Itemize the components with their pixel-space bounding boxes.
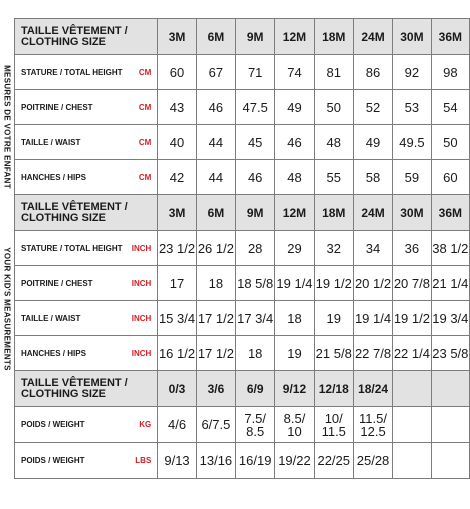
measure-row-imperial <box>15 336 470 371</box>
header-label-fr: TAILLE VÊTEMENT / <box>21 200 128 213</box>
measure-label-cell <box>15 266 158 301</box>
measure-label: POITRINE / CHEST <box>21 278 93 288</box>
measure-value: 4/6 <box>158 407 196 443</box>
measure-label: POIDS / WEIGHT <box>21 420 85 429</box>
measure-value: 8.5/ 10 <box>275 407 314 443</box>
measure-value: 29 <box>275 231 314 266</box>
header-label <box>15 195 158 231</box>
measure-value: 60 <box>158 55 196 90</box>
measure-value: 19 3/4 <box>431 301 469 336</box>
measure-value: 98 <box>431 55 469 90</box>
measure-label-cell <box>15 231 158 266</box>
measure-value: 53 <box>393 90 431 125</box>
size-column-header: 30M <box>393 19 431 55</box>
header-row-weight <box>15 371 470 407</box>
measure-value: 19/22 <box>275 443 314 479</box>
measure-label-cell <box>15 160 158 195</box>
size-column-header: 6M <box>196 19 235 55</box>
measure-label-cell <box>15 336 158 371</box>
size-column-header: 0/3 <box>158 371 196 407</box>
header-label-en: CLOTHING SIZE <box>21 211 106 224</box>
measure-value: 54 <box>431 90 469 125</box>
measure-value: 55 <box>314 160 353 195</box>
measure-value: 44 <box>196 125 235 160</box>
measure-value: 52 <box>353 90 392 125</box>
size-column-header: 12M <box>275 195 314 231</box>
measure-value: 25/28 <box>353 443 392 479</box>
size-column-header: 18/24 <box>353 371 392 407</box>
size-column-header: 12M <box>275 19 314 55</box>
measure-value: 40 <box>158 125 196 160</box>
measure-value: 59 <box>393 160 431 195</box>
header-label-fr: TAILLE VÊTEMENT / <box>21 24 128 37</box>
measure-row-weight <box>15 407 470 443</box>
measure-value: 49.5 <box>393 125 431 160</box>
measure-value: 7.5/ 8.5 <box>236 407 275 443</box>
measure-value: 17 3/4 <box>236 301 275 336</box>
size-column-header <box>431 371 469 407</box>
measure-value: 17 <box>158 266 196 301</box>
unit-cm: CM <box>138 67 152 77</box>
measure-value: 21 5/8 <box>314 336 353 371</box>
measure-label-cell <box>15 443 158 479</box>
measure-label-cell <box>15 55 158 90</box>
header-label-en: CLOTHING SIZE <box>21 387 106 400</box>
size-column-header: 3M <box>158 195 196 231</box>
unit-lbs: LBS <box>135 456 152 465</box>
unit-kg: KG <box>139 420 152 429</box>
measure-value: 36 <box>393 231 431 266</box>
measure-value: 81 <box>314 55 353 90</box>
measure-value: 92 <box>393 55 431 90</box>
unit-inch: INCH <box>131 243 152 253</box>
measure-row-imperial <box>15 301 470 336</box>
measure-value: 23 1/2 <box>158 231 196 266</box>
measure-value: 49 <box>353 125 392 160</box>
size-column-header: 18M <box>314 19 353 55</box>
measure-value: 19 <box>314 301 353 336</box>
header-label <box>15 19 158 55</box>
measure-value: 22/25 <box>314 443 353 479</box>
measure-label: HANCHES / HIPS <box>21 172 86 182</box>
size-column-header: 24M <box>353 195 392 231</box>
measure-value: 46 <box>236 160 275 195</box>
size-column-header: 36M <box>431 19 469 55</box>
measure-label: TAILLE / WAIST <box>21 137 81 147</box>
measure-value: 17 1/2 <box>196 301 235 336</box>
measure-value <box>431 407 469 443</box>
measure-row-metric <box>15 55 470 90</box>
size-column-header: 9M <box>236 195 275 231</box>
unit-inch: INCH <box>131 278 152 288</box>
header-label-en: CLOTHING SIZE <box>21 35 106 48</box>
measure-row-metric <box>15 90 470 125</box>
measure-label-cell <box>15 125 158 160</box>
measure-value: 71 <box>236 55 275 90</box>
measure-value: 18 <box>236 336 275 371</box>
size-chart-table <box>14 18 470 479</box>
measure-value: 16 1/2 <box>158 336 196 371</box>
header-row-imperial <box>15 195 470 231</box>
measure-value: 16/19 <box>236 443 275 479</box>
measure-value: 11.5/ 12.5 <box>353 407 392 443</box>
measure-value: 19 1/4 <box>275 266 314 301</box>
measure-value: 18 5/8 <box>236 266 275 301</box>
measure-label-cell <box>15 407 158 443</box>
measure-row-metric <box>15 160 470 195</box>
measure-value: 42 <box>158 160 196 195</box>
size-column-header: 24M <box>353 19 392 55</box>
measure-value: 9/13 <box>158 443 196 479</box>
measure-label-cell <box>15 301 158 336</box>
measure-value: 44 <box>196 160 235 195</box>
measure-value: 28 <box>236 231 275 266</box>
size-column-header: 9M <box>236 19 275 55</box>
measure-value: 60 <box>431 160 469 195</box>
measure-value: 6/7.5 <box>196 407 235 443</box>
size-column-header: 6M <box>196 195 235 231</box>
measure-row-imperial <box>15 231 470 266</box>
measure-value: 19 1/2 <box>314 266 353 301</box>
measure-label-cell <box>15 90 158 125</box>
measure-value: 19 1/4 <box>353 301 392 336</box>
unit-inch: INCH <box>131 348 152 358</box>
side-label-metric: MESURES DE VOTRE ENFANT <box>2 65 12 189</box>
header-label <box>15 371 158 407</box>
measure-value: 48 <box>275 160 314 195</box>
header-row-metric <box>15 19 470 55</box>
measure-value: 32 <box>314 231 353 266</box>
size-column-header: 3M <box>158 19 196 55</box>
measure-value: 26 1/2 <box>196 231 235 266</box>
measure-value: 13/16 <box>196 443 235 479</box>
measure-label: TAILLE / WAIST <box>21 313 81 323</box>
header-label-fr: TAILLE VÊTEMENT / <box>21 376 128 389</box>
measure-value: 48 <box>314 125 353 160</box>
measure-value: 19 <box>275 336 314 371</box>
measure-value: 22 7/8 <box>353 336 392 371</box>
size-column-header: 3/6 <box>196 371 235 407</box>
measure-value: 50 <box>431 125 469 160</box>
measure-label: HANCHES / HIPS <box>21 348 86 358</box>
measure-value: 74 <box>275 55 314 90</box>
measure-value: 15 3/4 <box>158 301 196 336</box>
measure-value: 45 <box>236 125 275 160</box>
size-column-header <box>393 371 431 407</box>
size-column-header: 12/18 <box>314 371 353 407</box>
unit-cm: CM <box>138 172 152 182</box>
measure-value: 50 <box>314 90 353 125</box>
measure-value: 17 1/2 <box>196 336 235 371</box>
measure-value: 38 1/2 <box>431 231 469 266</box>
size-column-header: 6/9 <box>236 371 275 407</box>
size-column-header: 30M <box>393 195 431 231</box>
measure-value: 18 <box>196 266 235 301</box>
measure-value: 23 5/8 <box>431 336 469 371</box>
measure-value: 20 7/8 <box>393 266 431 301</box>
measure-label: POIDS / WEIGHT <box>21 456 85 465</box>
measure-label: STATURE / TOTAL HEIGHT <box>21 67 123 77</box>
measure-label: STATURE / TOTAL HEIGHT <box>21 243 123 253</box>
measure-value: 86 <box>353 55 392 90</box>
measure-value: 10/ 11.5 <box>314 407 353 443</box>
measure-value: 22 1/4 <box>393 336 431 371</box>
measure-value: 47.5 <box>236 90 275 125</box>
measure-row-weight <box>15 443 470 479</box>
measure-value <box>393 443 431 479</box>
measure-label: POITRINE / CHEST <box>21 102 93 112</box>
measure-value: 58 <box>353 160 392 195</box>
side-label-imperial: YOUR KID'S MEASUREMENTS <box>2 247 12 371</box>
size-column-header: 36M <box>431 195 469 231</box>
measure-value: 43 <box>158 90 196 125</box>
measure-value: 20 1/2 <box>353 266 392 301</box>
measure-value: 67 <box>196 55 235 90</box>
measure-value: 18 <box>275 301 314 336</box>
measure-value <box>393 407 431 443</box>
size-column-header: 9/12 <box>275 371 314 407</box>
measure-row-metric <box>15 125 470 160</box>
size-column-header: 18M <box>314 195 353 231</box>
unit-cm: CM <box>138 102 152 112</box>
measure-value: 46 <box>275 125 314 160</box>
measure-value: 21 1/4 <box>431 266 469 301</box>
measure-value: 34 <box>353 231 392 266</box>
measure-value: 46 <box>196 90 235 125</box>
measure-row-imperial <box>15 266 470 301</box>
measure-value: 19 1/2 <box>393 301 431 336</box>
unit-cm: CM <box>138 137 152 147</box>
measure-value: 49 <box>275 90 314 125</box>
measure-value <box>431 443 469 479</box>
unit-inch: INCH <box>131 313 152 323</box>
